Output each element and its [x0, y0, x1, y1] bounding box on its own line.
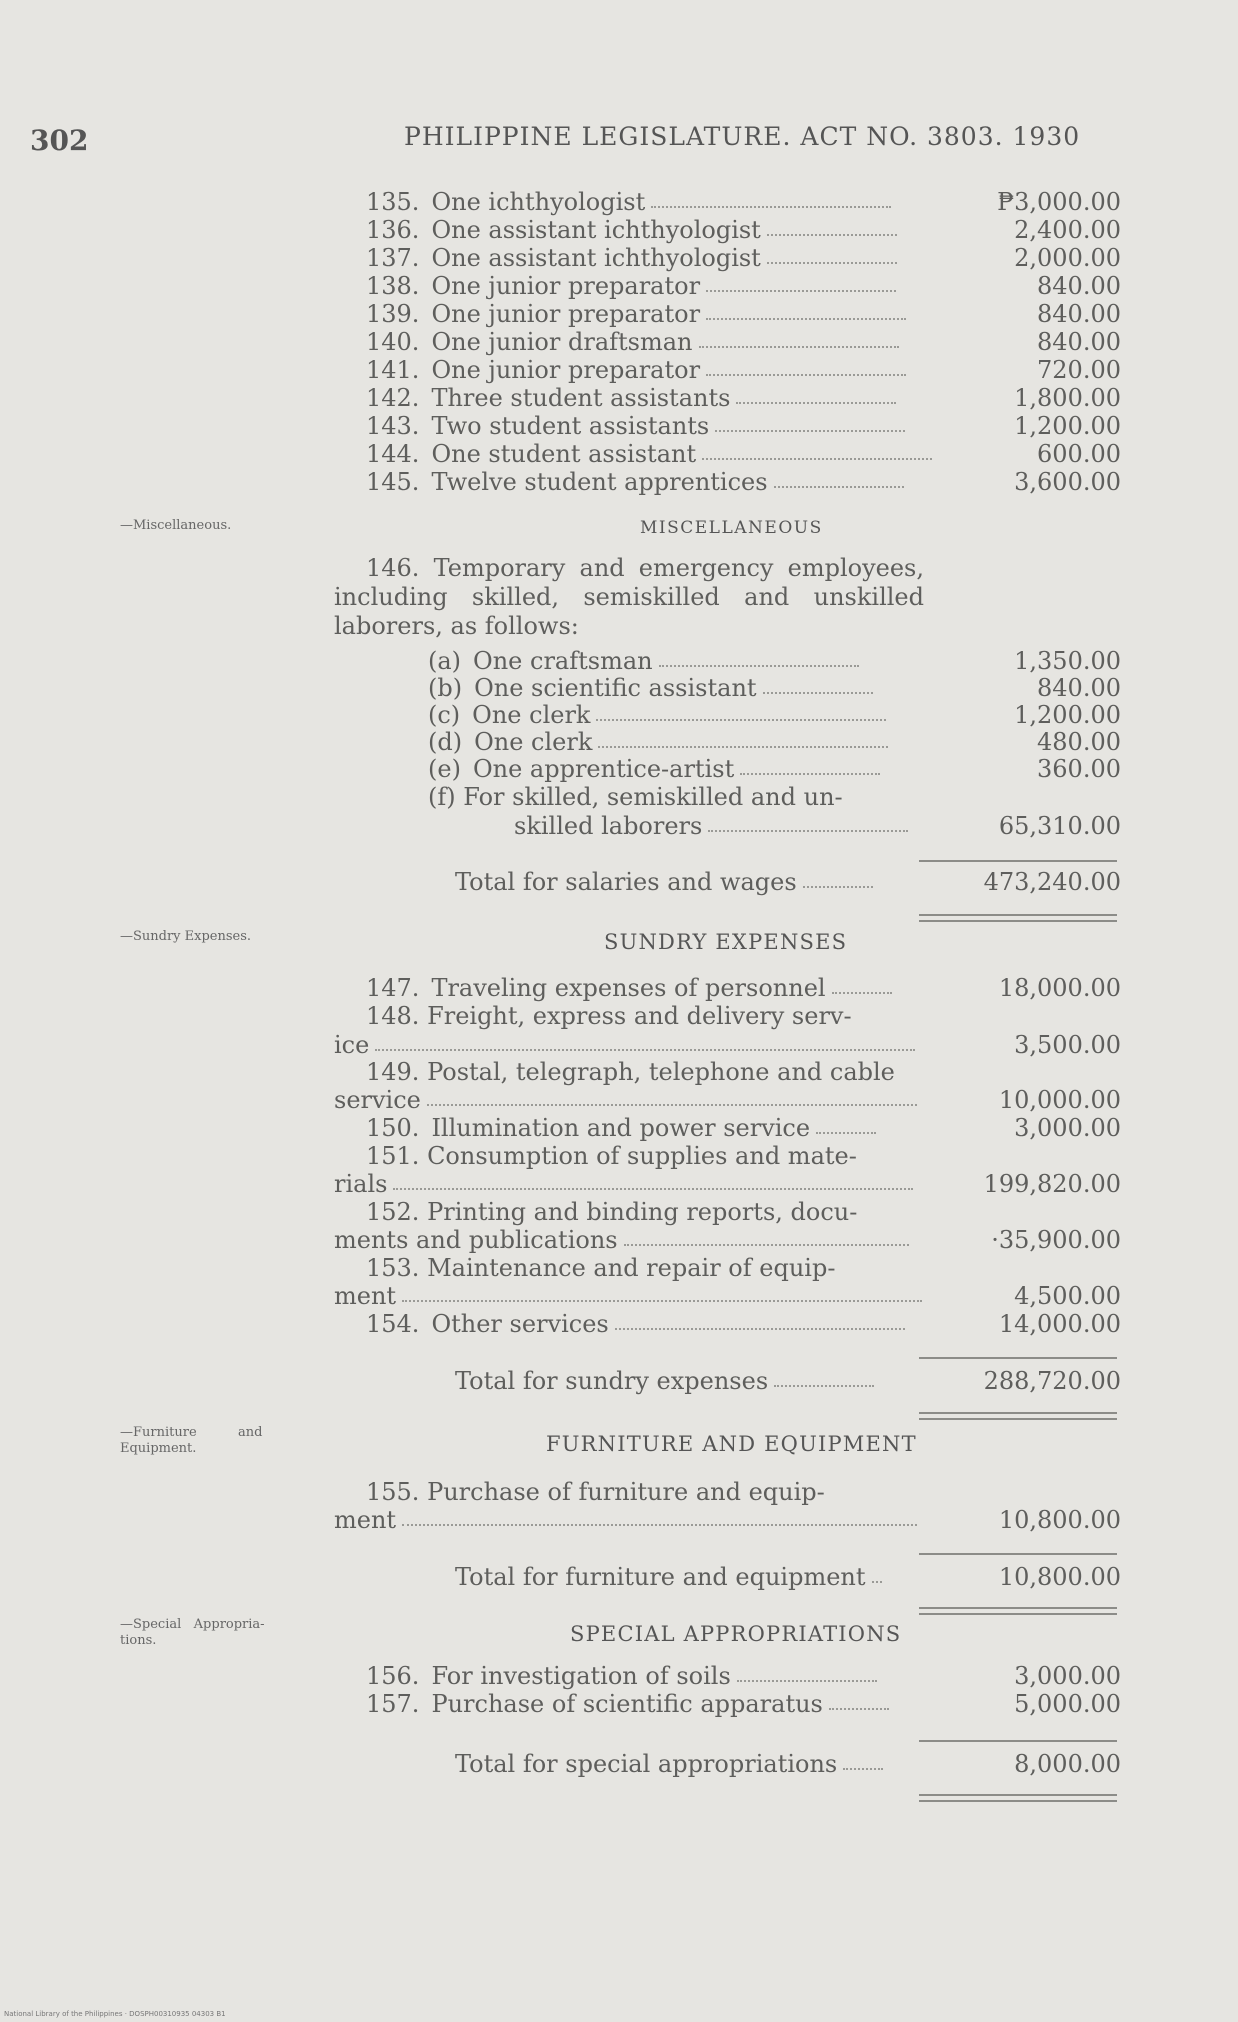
item-number: 136. — [366, 216, 420, 244]
item-153-line2 — [334, 1280, 1121, 1310]
item-number: 138. — [366, 272, 420, 300]
leader-dots — [596, 719, 886, 721]
item-text: Purchase of scientific apparatus — [431, 1690, 823, 1718]
item-151-line1 — [366, 1140, 1121, 1170]
item-text: One junior preparator — [431, 356, 701, 384]
leader-dots — [402, 1300, 922, 1302]
leader-dots — [832, 992, 892, 994]
item-text: Other services — [431, 1310, 609, 1338]
leader-dots — [708, 830, 908, 832]
item-text: ments and publications — [334, 1226, 618, 1254]
sub-item-f-text-2: skilled laborers — [514, 812, 703, 840]
item-text: One junior preparator — [431, 300, 701, 328]
misc-sub-item-row — [428, 726, 1121, 756]
item-text: service — [334, 1086, 421, 1114]
item-amount: 1,200.00 — [1014, 412, 1121, 440]
sub-item-text: One clerk — [474, 728, 593, 756]
leader-dots — [816, 1132, 876, 1134]
total-special-label: Total for special appropriations — [455, 1750, 838, 1778]
margin-note-furniture — [120, 1425, 330, 1457]
item-148-line2 — [334, 1029, 1121, 1059]
margin-note-miscellaneous: —Miscellaneous. — [120, 518, 232, 533]
sub-item-amount: 840.00 — [1037, 674, 1121, 702]
item-number: 139. — [366, 300, 420, 328]
salary-item-row — [366, 242, 1121, 272]
sub-item-amount: 480.00 — [1037, 728, 1121, 756]
item-text: 152. Printing and binding reports, docu- — [366, 1198, 858, 1226]
item-number: 144. — [366, 440, 420, 468]
item-154 — [366, 1308, 1121, 1338]
total-salaries-label: Total for salaries and wages — [455, 868, 797, 896]
margin-note-special — [120, 1617, 330, 1649]
item-number: 142. — [366, 384, 420, 412]
sub-item-text: One clerk — [472, 701, 591, 729]
item-number: 140. — [366, 328, 420, 356]
item-text: 148. Freight, express and delivery serv- — [366, 1002, 852, 1030]
item-amount: 10,000.00 — [998, 1086, 1121, 1114]
heading-furniture: FURNITURE AND EQUIPMENT — [546, 1432, 917, 1456]
leader-dots — [706, 290, 896, 292]
item-149-line2 — [334, 1084, 1121, 1114]
leader-dots — [737, 1680, 877, 1682]
item-amount: 199,820.00 — [983, 1170, 1121, 1198]
item-number: 141. — [366, 356, 420, 384]
item-text: ment — [334, 1506, 397, 1534]
item-amount: 3,600.00 — [1014, 468, 1121, 496]
item-text: Two student assistants — [431, 412, 710, 440]
leader-dots — [774, 1385, 874, 1387]
item-157 — [366, 1688, 1121, 1718]
leader-dots — [803, 886, 873, 888]
misc-sub-item-row — [428, 672, 1121, 702]
salary-item-row — [366, 326, 1121, 356]
total-furniture-label: Total for furniture and equipment — [455, 1563, 866, 1591]
leader-dots — [706, 318, 906, 320]
item-150 — [366, 1112, 1121, 1142]
item-amount: 2,000.00 — [1014, 244, 1121, 272]
leader-dots — [763, 692, 873, 694]
salary-item-row — [366, 410, 1121, 440]
leader-dots — [706, 374, 906, 376]
subtotal-rule — [919, 1553, 1117, 1555]
item-152-line1 — [366, 1196, 1121, 1226]
item-number: 137. — [366, 244, 420, 272]
leader-dots — [615, 1328, 905, 1330]
total-double-rule — [919, 1794, 1117, 1802]
total-furniture-amount: 10,800.00 — [998, 1563, 1121, 1591]
sub-item-f-text: (f) For skilled, semiskilled and un- — [428, 783, 843, 811]
leader-dots — [715, 430, 905, 432]
item-amount: 840.00 — [1037, 272, 1121, 300]
item-151-line2 — [334, 1168, 1121, 1198]
sub-item-amount: 360.00 — [1037, 755, 1121, 783]
item-152-line2 — [334, 1224, 1121, 1254]
sub-item-label: (c) — [428, 701, 461, 729]
leader-dots — [402, 1524, 917, 1526]
sub-item-label: (d) — [428, 728, 463, 756]
heading-sundry: SUNDRY EXPENSES — [604, 930, 848, 954]
item-amount: 14,000.00 — [998, 1310, 1121, 1338]
leader-dots — [767, 234, 897, 236]
misc-sub-item-row — [428, 753, 1121, 783]
leader-dots — [767, 262, 897, 264]
item-number: 154. — [366, 1310, 420, 1338]
item-number: 145. — [366, 468, 420, 496]
leader-dots — [872, 1581, 882, 1583]
margin-note-line: —Furniture and — [120, 1425, 263, 1440]
sub-item-f-line2 — [514, 810, 1121, 840]
item-155-line2 — [334, 1504, 1121, 1534]
total-special-amount: 8,000.00 — [1014, 1750, 1121, 1778]
total-double-rule — [919, 1412, 1117, 1420]
sub-item-f-line1 — [428, 781, 1121, 811]
salary-item-row — [366, 382, 1121, 412]
item-text: ment — [334, 1282, 397, 1310]
leader-dots — [651, 206, 891, 208]
leader-dots — [624, 1244, 909, 1246]
item-amount: 5,000.00 — [1014, 1690, 1121, 1718]
salary-item-row — [366, 438, 1121, 468]
margin-note-sundry: —Sundry Expenses. — [120, 929, 252, 944]
item-amount: 840.00 — [1037, 328, 1121, 356]
item-146-text: 146. Temporary and emergency employees, including skilled, semiskilled and unskilled laborers, as follows: — [334, 554, 924, 640]
salary-item-row — [366, 298, 1121, 328]
salary-item-row — [366, 466, 1121, 496]
item-amount: ·35,900.00 — [991, 1226, 1121, 1254]
leader-dots — [427, 1104, 917, 1106]
item-amount: 10,800.00 — [998, 1506, 1121, 1534]
leader-dots — [740, 773, 880, 775]
total-sundry-row — [455, 1365, 1121, 1395]
item-amount: 3,500.00 — [1014, 1031, 1121, 1059]
item-text: ice — [334, 1031, 370, 1059]
page-number: 302 — [30, 124, 89, 157]
item-number: 156. — [366, 1662, 420, 1690]
leader-dots — [702, 458, 932, 460]
leader-dots — [699, 346, 899, 348]
leader-dots — [375, 1049, 915, 1051]
item-text: rials — [334, 1170, 388, 1198]
running-title: PHILIPPINE LEGISLATURE. ACT NO. 3803. 1930 — [404, 122, 1081, 151]
item-number: 150. — [366, 1114, 420, 1142]
item-text: 149. Postal, telegraph, telephone and cable — [366, 1058, 895, 1086]
sub-item-amount: 1,350.00 — [1014, 647, 1121, 675]
leader-dots — [598, 746, 888, 748]
sub-item-f-amount: 65,310.00 — [998, 812, 1121, 840]
salary-item-row — [366, 214, 1121, 244]
item-text: One assistant ichthyologist — [431, 216, 761, 244]
total-double-rule — [919, 914, 1117, 922]
total-salaries-amount: 473,240.00 — [983, 868, 1121, 896]
sub-item-text: One apprentice-artist — [472, 755, 735, 783]
item-number: 143. — [366, 412, 420, 440]
leader-dots — [736, 402, 896, 404]
item-amount: 3,000.00 — [1014, 1114, 1121, 1142]
leader-dots — [829, 1708, 889, 1710]
total-salaries-row — [455, 866, 1121, 896]
sub-item-label: (b) — [428, 674, 463, 702]
item-147 — [366, 972, 1121, 1002]
leader-dots — [843, 1768, 883, 1770]
salary-item-row — [366, 354, 1121, 384]
subtotal-rule — [919, 1740, 1117, 1742]
item-amount: 840.00 — [1037, 300, 1121, 328]
item-number: 157. — [366, 1690, 420, 1718]
sub-item-text: One craftsman — [473, 647, 653, 675]
total-double-rule — [919, 1607, 1117, 1615]
heading-special: SPECIAL APPROPRIATIONS — [570, 1622, 902, 1646]
scan-footer: National Library of the Philippines · DOSPH00310935 04303 B1 — [4, 2010, 226, 2018]
item-153-line1 — [366, 1252, 1121, 1282]
salary-item-row — [366, 186, 1121, 216]
item-text: One assistant ichthyologist — [431, 244, 761, 272]
leader-dots — [774, 486, 904, 488]
margin-note-line: —Special Appropria- — [120, 1617, 265, 1632]
item-text: Twelve student apprentices — [431, 468, 768, 496]
misc-sub-item-row — [428, 699, 1121, 729]
item-amount: 4,500.00 — [1014, 1282, 1121, 1310]
subtotal-rule — [919, 860, 1117, 862]
item-149-line1 — [366, 1056, 1121, 1086]
sub-item-amount: 1,200.00 — [1014, 701, 1121, 729]
total-furniture-row — [455, 1561, 1121, 1591]
item-text: Traveling expenses of personnel — [431, 974, 826, 1002]
item-number: 135. — [366, 188, 420, 216]
sub-item-text: One scientific assistant — [474, 674, 757, 702]
item-text: Illumination and power service — [431, 1114, 811, 1142]
item-amount: 3,000.00 — [1014, 1662, 1121, 1690]
subtotal-rule — [919, 1357, 1117, 1359]
margin-note-line: tions. — [120, 1633, 157, 1648]
leader-dots — [659, 665, 859, 667]
item-amount: 600.00 — [1037, 440, 1121, 468]
item-text: For investigation of soils — [431, 1662, 731, 1690]
item-text: One junior preparator — [431, 272, 701, 300]
margin-note-line: Equipment. — [120, 1441, 197, 1456]
item-148-line1 — [366, 1000, 1121, 1030]
item-text: 153. Maintenance and repair of equip- — [366, 1254, 836, 1282]
total-sundry-label: Total for sundry expenses — [455, 1367, 769, 1395]
item-amount: 2,400.00 — [1014, 216, 1121, 244]
item-amount: 18,000.00 — [998, 974, 1121, 1002]
item-text: 151. Consumption of supplies and mate- — [366, 1142, 857, 1170]
total-sundry-amount: 288,720.00 — [983, 1367, 1121, 1395]
total-special-row — [455, 1748, 1121, 1778]
salary-item-row — [366, 270, 1121, 300]
item-155-line1 — [366, 1476, 1121, 1506]
item-text: One junior draftsman — [431, 328, 693, 356]
misc-sub-item-row — [428, 645, 1121, 675]
heading-miscellaneous: MISCELLANEOUS — [640, 518, 823, 538]
item-amount: 720.00 — [1037, 356, 1121, 384]
item-text: 155. Purchase of furniture and equip- — [366, 1478, 825, 1506]
item-text: One ichthyologist — [431, 188, 646, 216]
item-text: One student assistant — [431, 440, 697, 468]
item-number: 147. — [366, 974, 420, 1002]
item-amount: ₱3,000.00 — [997, 188, 1121, 216]
item-156 — [366, 1660, 1121, 1690]
item-text: Three student assistants — [431, 384, 731, 412]
leader-dots — [393, 1188, 913, 1190]
item-amount: 1,800.00 — [1014, 384, 1121, 412]
sub-item-label: (a) — [428, 647, 462, 675]
sub-item-label: (e) — [428, 755, 461, 783]
